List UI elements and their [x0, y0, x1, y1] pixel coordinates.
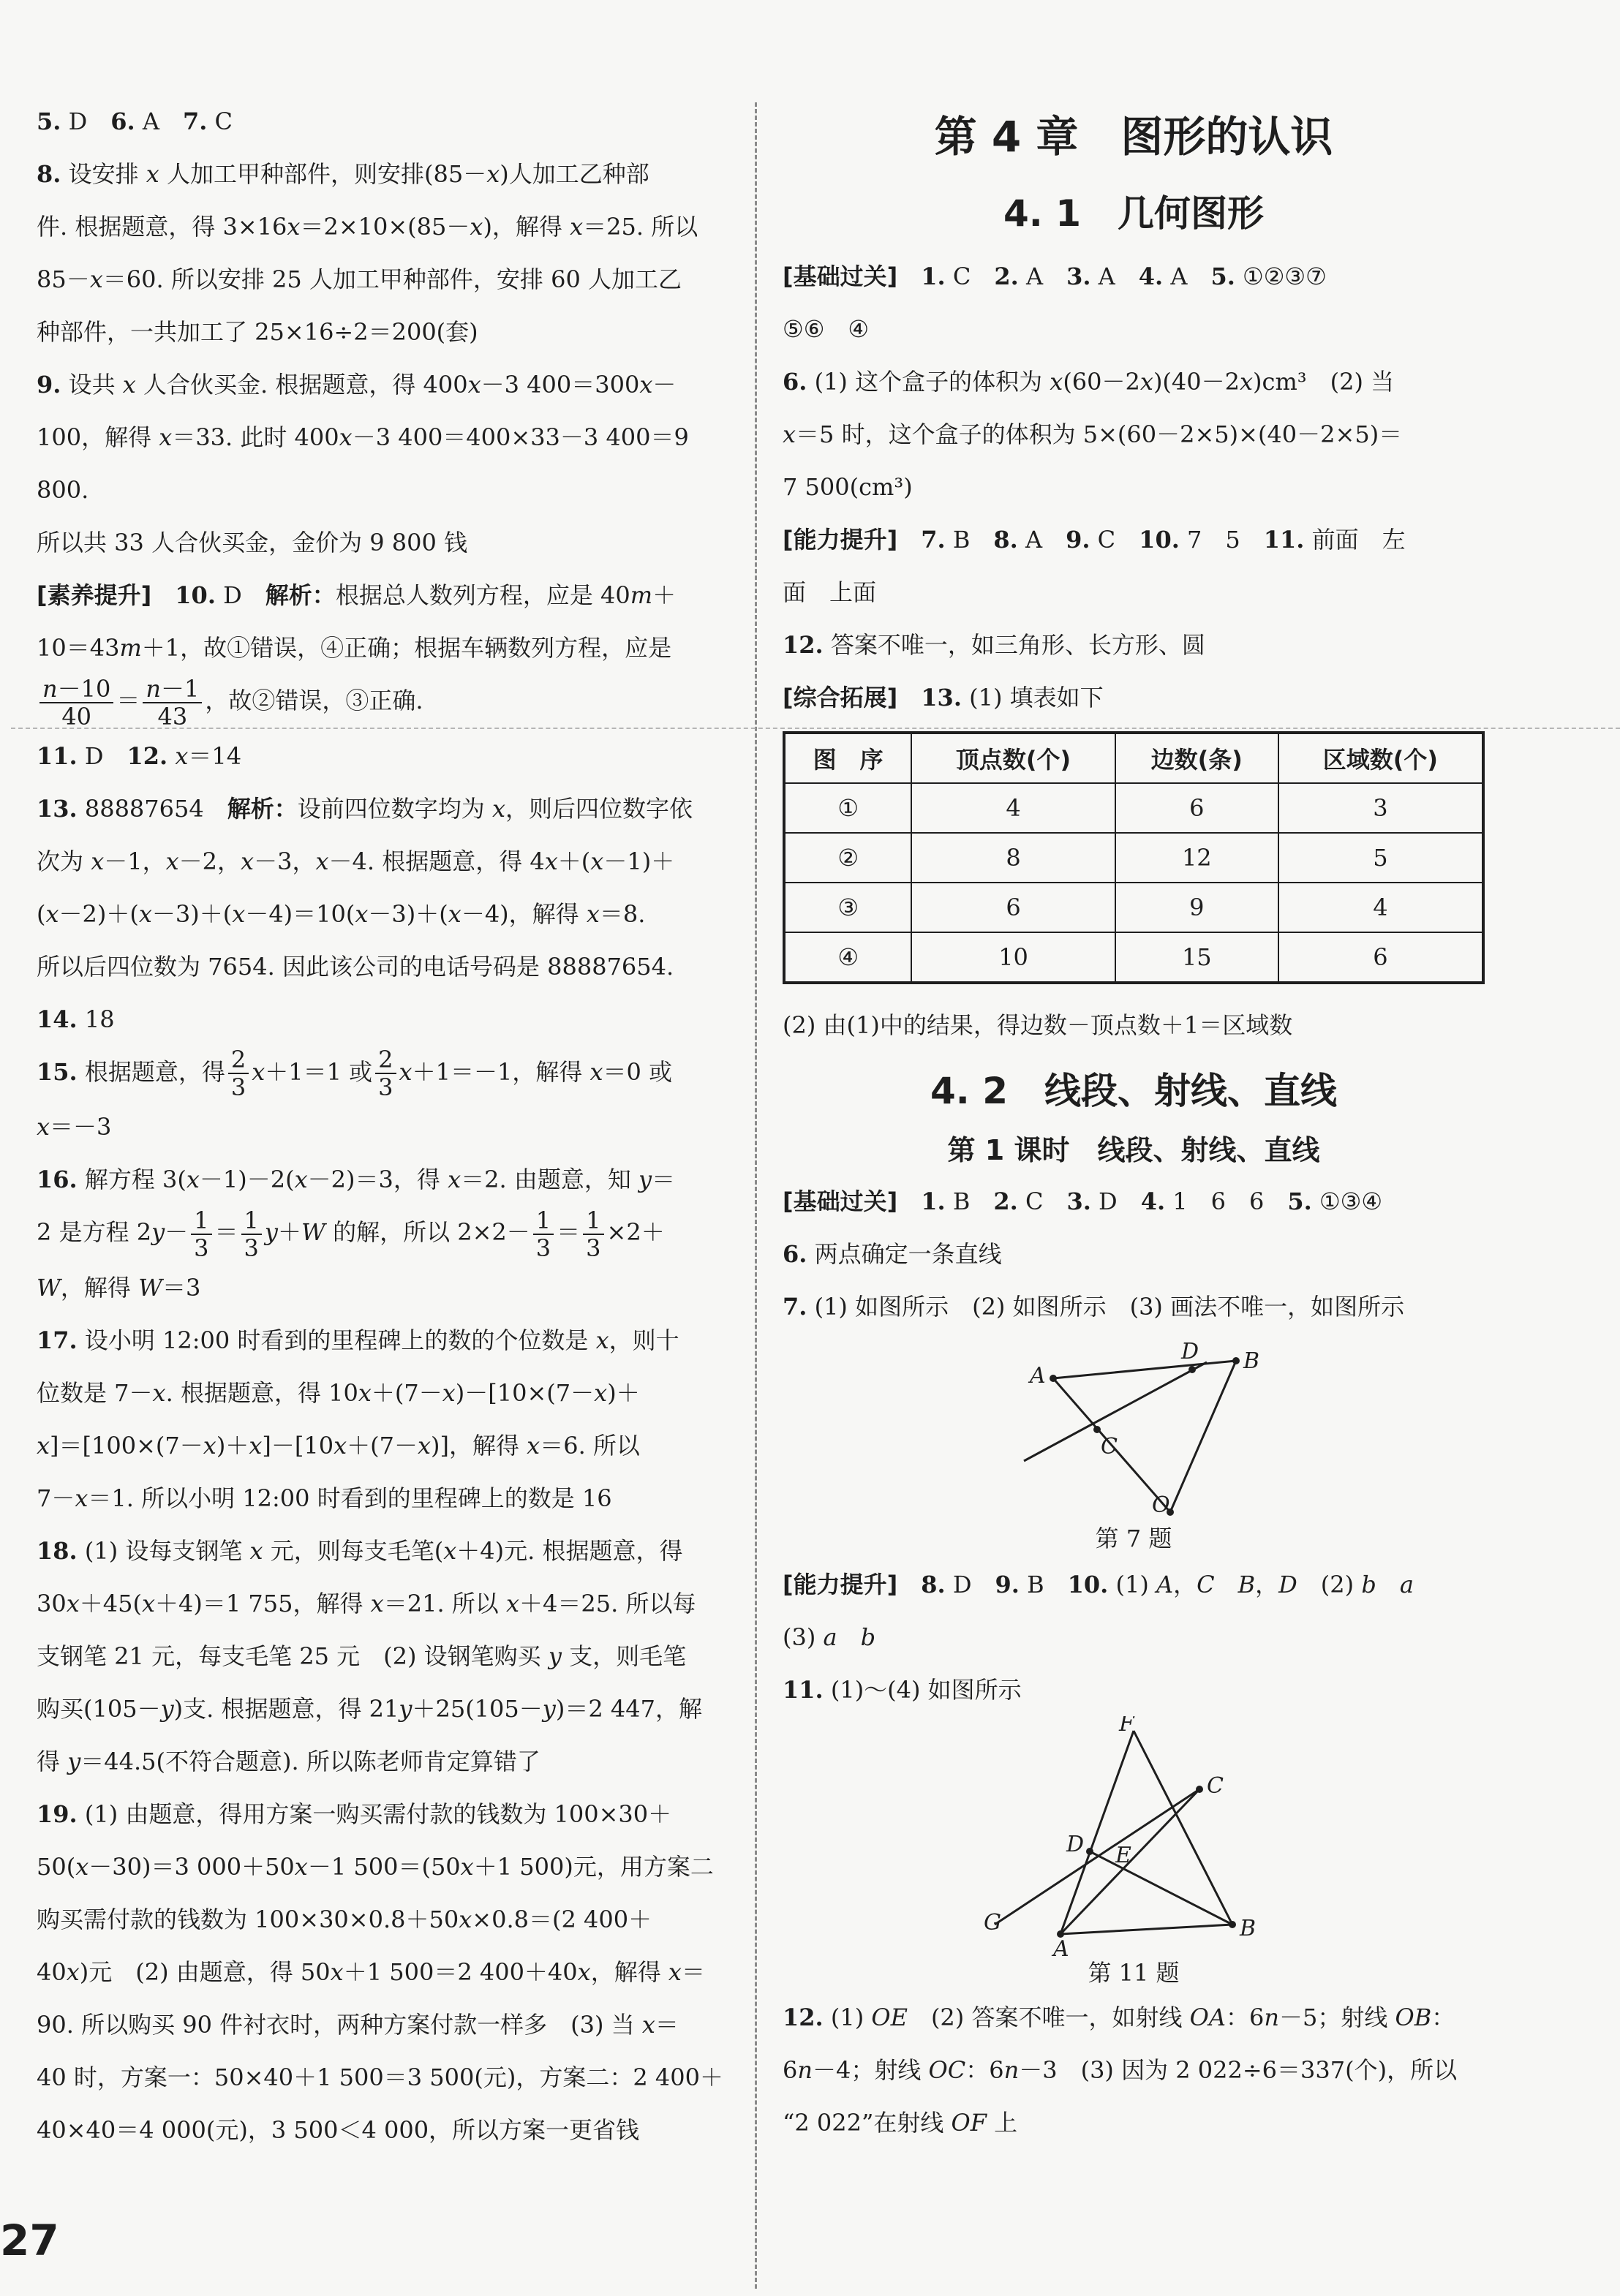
- label-a: A: [1053, 1936, 1069, 1957]
- table-cell: ②: [784, 833, 911, 883]
- left-line: 11. D 12. x＝14: [37, 741, 242, 770]
- table-cell: 5: [1278, 833, 1483, 883]
- s1-line: [基础过关] 1. C 2. A 3. A 4. A 5. ①②③⑦: [783, 263, 1327, 290]
- left-line: 40x)元 (2) 由题意，得 50x＋1 500＝2 400＋40x，解得 x＝: [37, 1957, 705, 1986]
- left-line: x＝－3: [37, 1113, 112, 1141]
- table-cell: 10: [911, 932, 1115, 983]
- line-gc: [995, 1789, 1199, 1925]
- left-line: 8. 设安排 x 人加工甲种部件，则安排(85－x)人加工乙种部: [37, 160, 649, 188]
- table-header-cell: 区域数(个): [1278, 733, 1483, 783]
- line-ab: [1053, 1361, 1236, 1378]
- table-cell: 4: [1278, 883, 1483, 932]
- left-line: 40×40＝4 000(元)，3 500＜4 000，所以方案一更省钱: [37, 2115, 640, 2144]
- left-line: 10＝43m＋1，故①错误，④正确；根据车辆数列方程，应是: [37, 634, 672, 662]
- table-cell: 3: [1278, 783, 1483, 833]
- table-cell: 8: [911, 833, 1115, 883]
- table-row: [784, 783, 1483, 833]
- point-c: [1093, 1426, 1101, 1433]
- label-b: B: [1243, 1348, 1260, 1374]
- left-line: 位数是 7－x. 根据题意，得 10x＋(7－x)－[10×(7－x)＋: [37, 1378, 640, 1407]
- s1-line: ⑤⑥ ④: [783, 315, 870, 343]
- label-b: B: [1240, 1916, 1257, 1941]
- page-number: 27: [0, 2216, 59, 2265]
- s4-line: 12. (1) OE (2) 答案不唯一，如射线 OA：6n－5；射线 OB：: [783, 2004, 1455, 2031]
- left-line: 种部件，一共加工了 25×16÷2＝200(套): [37, 318, 478, 346]
- s3-line: (3) a b: [783, 1623, 876, 1651]
- left-line: 得 y＝44.5(不符合题意). 所以陈老师肯定算错了: [37, 1747, 540, 1775]
- s3-line: 11. (1)～(4) 如图所示: [783, 1676, 1022, 1704]
- label-o: O: [1152, 1492, 1170, 1518]
- section-4-2-ability: [783, 1558, 1485, 1716]
- left-line: W，解得 W＝3: [37, 1273, 201, 1302]
- point-d: [1188, 1366, 1196, 1373]
- table-cell: 15: [1115, 932, 1278, 983]
- column-divider: [755, 102, 757, 2289]
- table-cell: 6: [1115, 783, 1278, 833]
- left-line: 购买(105－y)支. 根据题意，得 21y＋25(105－y)＝2 447，解: [37, 1694, 702, 1723]
- table-header-cell: 图 序: [784, 733, 911, 783]
- s4-line: 6n－4；射线 OC：6n－3 (3) 因为 2 022÷6＝337(个)，所以: [783, 2056, 1458, 2084]
- figure-7-caption: 第 7 题: [1095, 1525, 1172, 1552]
- left-line: 9. 设共 x 人合伙买金. 根据题意，得 400x－3 400＝300x－: [37, 371, 677, 399]
- s1-line: 12. 答案不唯一，如三角形、长方形、圆: [783, 631, 1205, 659]
- table-cell: 9: [1115, 883, 1278, 932]
- segment-bo: [1170, 1361, 1236, 1512]
- section-title-4-2: 4. 2 线段、射线、直线: [930, 1070, 1337, 1112]
- figure-11-caption: 第 11 题: [1088, 1959, 1180, 1987]
- table-cell: 6: [1278, 932, 1483, 983]
- left-line: 30x＋45(x＋4)＝1 755，解得 x＝21. 所以 x＋4＝25. 所以每: [37, 1589, 696, 1617]
- s1-line: [能力提升] 7. B 8. A 9. C 10. 7 5 11. 前面 左: [783, 526, 1406, 554]
- label-g: G: [984, 1910, 1001, 1936]
- table-conclusion: (2) 由(1)中的结果，得边数－顶点数＋1＝区域数: [783, 1011, 1293, 1039]
- table-cell: 4: [911, 783, 1115, 833]
- s2-line: [基础过关] 1. B 2. C 3. D 4. 1 6 6 5. ①③④: [783, 1187, 1383, 1215]
- section-4-1-answers: [783, 250, 1485, 724]
- chapter-title: 第 4 章 图形的认识: [934, 112, 1333, 162]
- label-c: C: [1101, 1434, 1118, 1459]
- left-line: 100，解得 x＝33. 此时 400x－3 400＝400×33－3 400＝9 800.: [37, 423, 689, 504]
- left-line: 13. 88887654 解析：设前四位数字均为 x，则后四位数字依: [37, 794, 693, 823]
- table-cell: ①: [784, 783, 911, 833]
- right-column: [783, 95, 1485, 2149]
- section-title-4-1: 4. 1 几何图形: [1003, 192, 1264, 235]
- point-b: [1232, 1357, 1240, 1364]
- left-line: 50(x－30)＝3 000＋50x－1 500＝(50x＋1 500)元，用方案二: [37, 1852, 714, 1881]
- left-line: (x－2)＋(x－3)＋(x－4)＝10(x－3)＋(x－4)，解得 x＝8.: [37, 899, 646, 928]
- label-d: D: [1181, 1339, 1199, 1364]
- table-header-cell: 边数(条): [1115, 733, 1278, 783]
- segment-ab: [1060, 1925, 1232, 1934]
- table-cell: 12: [1115, 833, 1278, 883]
- label-a: A: [1030, 1363, 1046, 1389]
- s4-line: “2 022”在射线 OF 上: [783, 2109, 1018, 2137]
- table-body: [784, 783, 1483, 983]
- table-row: [784, 883, 1483, 932]
- point-c: [1196, 1786, 1203, 1793]
- segment-fb: [1134, 1731, 1232, 1925]
- table-cell: ④: [784, 932, 911, 983]
- s1-line: 面 上面: [783, 578, 877, 606]
- table-row: [784, 833, 1483, 883]
- point-a: [1050, 1375, 1057, 1382]
- left-line: 17. 设小明 12:00 时看到的里程碑上的数的个位数是 x，则十: [37, 1326, 679, 1354]
- left-line: x]＝[100×(7－x)＋x]－[10x＋(7－x)]，解得 x＝6. 所以: [37, 1431, 640, 1459]
- point-b: [1229, 1921, 1236, 1928]
- left-line: 所以后四位数为 7654. 因此该公司的电话号码是 88887654.: [37, 952, 674, 981]
- figure-11-diagram: [980, 1716, 1287, 1957]
- left-line: 18. (1) 设每支钢笔 x 元，则每支毛笔(x＋4)元. 根据题意，得: [37, 1536, 683, 1565]
- label-f: F: [1119, 1716, 1134, 1737]
- table-header-row: [784, 733, 1483, 783]
- s1-line: 6. (1) 这个盒子的体积为 x(60－2x)(40－2x)cm³ (2) 当: [783, 368, 1395, 396]
- figure-11: [783, 1716, 1485, 1988]
- section-4-2-basic: [783, 1175, 1485, 1333]
- left-line: 7－x＝1. 所以小明 12:00 时看到的里程碑上的数是 16: [37, 1484, 612, 1512]
- label-e: E: [1115, 1843, 1131, 1868]
- s1-line: 7 500(cm³): [783, 473, 913, 501]
- label-d: D: [1066, 1832, 1085, 1857]
- left-line: 40 时，方案一：50×40＋1 500＝3 500(元)，方案二：2 400＋: [37, 2063, 723, 2091]
- left-column: [37, 95, 739, 2156]
- segment-db: [1090, 1851, 1232, 1925]
- left-line: 支钢笔 21 元，每支毛笔 25 元 (2) 设钢笔购买 y 支，则毛笔: [37, 1642, 687, 1670]
- left-line: 14. 18: [37, 1005, 115, 1033]
- figure-7-diagram: [987, 1333, 1280, 1523]
- left-line: 15. 根据题意，得 $\frac{2}{3}$ x＋1＝1 或 $\frac{2}{3}$ x＋1＝－1，解得 x＝0 或: [37, 1046, 673, 1101]
- s2-line: 6. 两点确定一条直线: [783, 1240, 1002, 1268]
- left-line: 次为 x－1，x－2，x－3，x－4. 根据题意，得 4x＋(x－1)＋: [37, 847, 675, 875]
- left-line: 85－x＝60. 所以安排 25 人加工甲种部件，安排 60 人加工乙: [37, 265, 682, 293]
- lesson-title: 第 1 课时 线段、射线、直线: [947, 1134, 1320, 1166]
- left-line: 所以共 33 人合伙买金，金价为 9 800 钱: [37, 529, 468, 556]
- left-line: 件. 根据题意，得 3×16x＝2×10×(85－x)，解得 x＝25. 所以: [37, 213, 698, 241]
- label-c: C: [1207, 1773, 1224, 1799]
- s1-line: [综合拓展] 13. (1) 填表如下: [783, 684, 1104, 711]
- section-4-2-q12: [783, 1991, 1485, 2149]
- table-header-cell: 顶点数(个): [911, 733, 1115, 783]
- table-row: [784, 932, 1483, 983]
- left-line: 购买需付款的钱数为 100×30×0.8＋50x×0.8＝(2 400＋: [37, 1905, 652, 1933]
- left-line: 90. 所以购买 90 件衬衣时，两种方案付款一样多 (3) 当 x＝: [37, 2010, 679, 2039]
- left-line: $\frac{n-10}{40}$ ＝ $\frac{n-1}{43}$ ，故②错误，③正确.: [37, 674, 739, 730]
- left-line: 2 是方程 2y－ $\frac{1}{3}$ ＝ $\frac{1}{3}$ y＋W 的解，所以 2×2－ $\frac{1}{3}$ ＝ $\frac{1}{3}$ ×2＋: [37, 1206, 665, 1262]
- table-cell: ③: [784, 883, 911, 932]
- point-d: [1086, 1848, 1093, 1855]
- left-line: [素养提升] 10. D 解析：根据总人数列方程，应是 40m＋: [37, 581, 677, 609]
- figure-7: [783, 1333, 1485, 1554]
- table-cell: 6: [911, 883, 1115, 932]
- s3-line: [能力提升] 8. D 9. B 10. (1) A，C B，D (2) b a: [783, 1571, 1414, 1598]
- left-line: 19. (1) 由题意，得用方案一购买需付款的钱数为 100×30＋: [37, 1800, 672, 1828]
- s1-line: x＝5 时，这个盒子的体积为 5×(60－2×5)×(40－2×5)＝: [783, 420, 1403, 448]
- left-line: 5. D 6. A 7. C: [37, 107, 233, 135]
- left-line: 16. 解方程 3(x－1)－2(x－2)＝3，得 x＝2. 由题意，知 y＝: [37, 1166, 676, 1193]
- s2-line: 7. (1) 如图所示 (2) 如图所示 (3) 画法不唯一，如图所示: [783, 1293, 1405, 1321]
- fill-table: [783, 731, 1485, 984]
